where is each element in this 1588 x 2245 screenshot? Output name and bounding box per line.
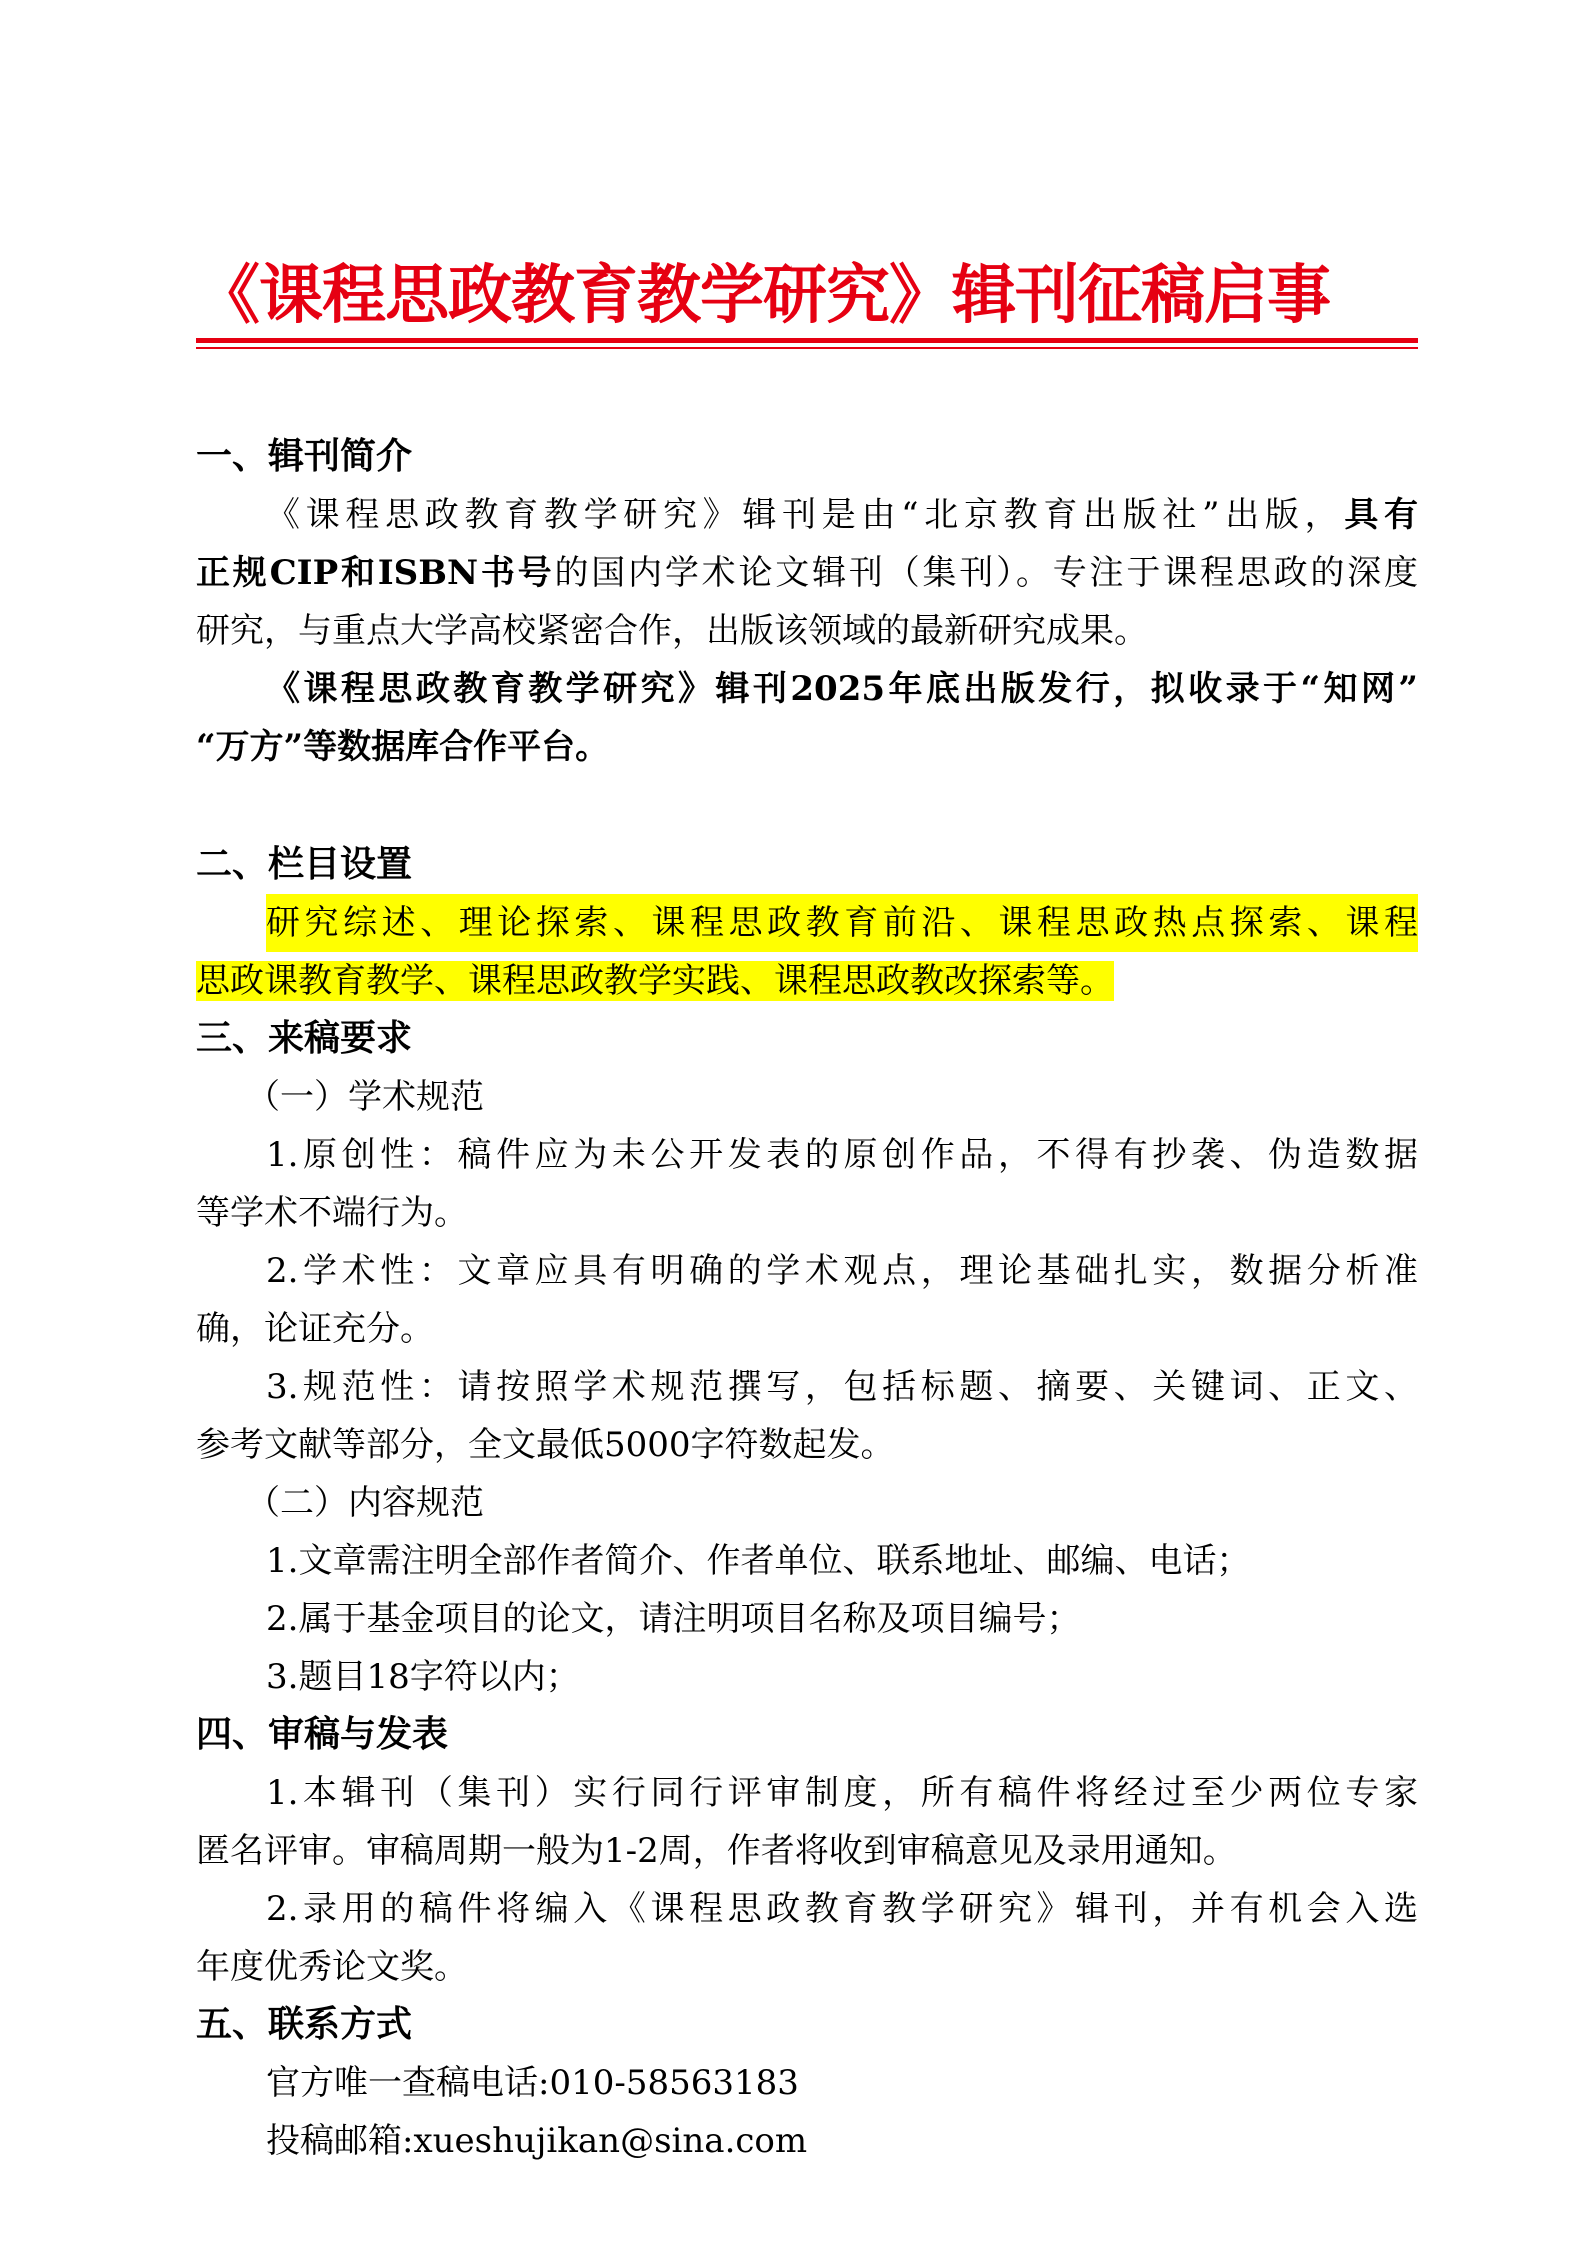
publication-paragraph-line: “万方”等数据库合作平台。	[196, 727, 610, 767]
section-spacer	[196, 776, 1418, 836]
requirement-item: 1.原创性：稿件应为未公开发表的原创作品，不得有抄袭、伪造数据	[266, 1135, 1418, 1175]
intro-paragraph-line	[196, 486, 1418, 544]
intro-paragraph-line	[196, 544, 1418, 602]
columns-highlight: 思政课教育教学、课程思政教学实践、课程思政教改探索等。	[196, 961, 1114, 1001]
intro-paragraph-line: 研究，与重点大学高校紧密合作，出版该领域的最新研究成果。	[196, 611, 1148, 651]
section-heading-intro: 一、辑刊简介	[196, 436, 413, 477]
publication-paragraph-line: 《课程思政教育教学研究》辑刊2025年底出版发行，拟收录于“知网”	[266, 669, 1418, 709]
review-item: 1.本辑刊（集刊）实行同行评审制度，所有稿件将经过至少两位专家	[266, 1773, 1418, 1813]
section-heading-requirements: 三、来稿要求	[196, 1018, 413, 1059]
columns-line	[196, 894, 1418, 952]
subheading-content: （二）内容规范	[246, 1483, 484, 1523]
requirement-item: 等学术不端行为。	[196, 1193, 468, 1233]
review-item: 匿名评审。审稿周期一般为1-2周，作者将收到审稿意见及录用通知。	[196, 1831, 1237, 1871]
contact-email: 投稿邮箱:xueshujikan@sina.com	[266, 2121, 808, 2161]
columns-highlight: 研究综述、理论探索、课程思政教育前沿、课程思政热点探索、课程	[266, 894, 1418, 952]
intro-text: 《课程思政教育教学研究》辑刊是由“北京教育出版社”出版，	[266, 495, 1345, 535]
section-heading-columns: 二、栏目设置	[196, 844, 413, 885]
review-item: 2.录用的稿件将编入《课程思政教育教学研究》辑刊，并有机会入选	[266, 1889, 1418, 1929]
content-item: 1.文章需注明全部作者简介、作者单位、联系地址、邮编、电话；	[266, 1541, 1251, 1581]
requirement-item: 2.学术性：文章应具有明确的学术观点，理论基础扎实，数据分析准	[266, 1251, 1418, 1291]
content-item: 3.题目18字符以内；	[266, 1657, 580, 1697]
document-body	[196, 428, 1418, 2170]
intro-bold-text: 具有	[1344, 495, 1418, 535]
content-item: 2.属于基金项目的论文，请注明项目名称及项目编号；	[266, 1599, 1081, 1639]
requirement-item: 参考文献等部分，全文最低5000字符数起发。	[196, 1425, 895, 1465]
intro-bold-text: 正规CIP和ISBN书号	[196, 553, 555, 593]
section-heading-review: 四、审稿与发表	[196, 1714, 449, 1755]
title-rule-thin	[196, 347, 1418, 349]
intro-text: 的国内学术论文辑刊（集刊）。专注于课程思政的深度	[554, 553, 1418, 593]
review-item: 年度优秀论文奖。	[196, 1947, 468, 1987]
subheading-academic: （一）学术规范	[246, 1077, 484, 1117]
requirement-item: 3.规范性：请按照学术规范撰写，包括标题、摘要、关键词、正文、	[266, 1367, 1418, 1407]
contact-phone: 官方唯一查稿电话:010-58563183	[266, 2063, 799, 2103]
requirement-item: 确，论证充分。	[196, 1309, 434, 1349]
columns-line	[196, 952, 1418, 1010]
section-heading-contact: 五、联系方式	[196, 2004, 413, 2045]
page-title: 《课程思政教育教学研究》辑刊征稿启事	[196, 259, 1330, 333]
title-rule-thick	[196, 338, 1418, 343]
